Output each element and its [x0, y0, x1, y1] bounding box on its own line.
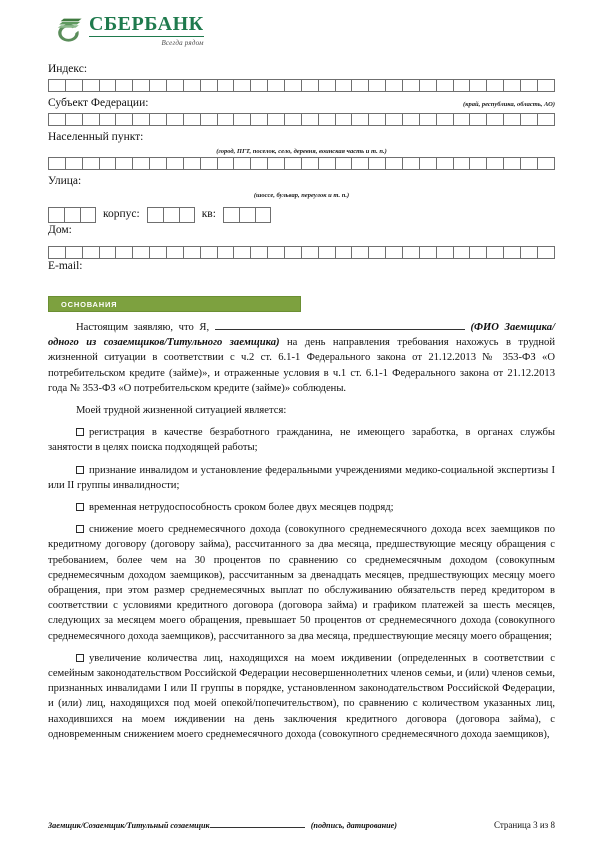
character-cell[interactable] [335, 157, 352, 170]
locality-label: Населенный пункт: [48, 131, 144, 143]
building-boxes[interactable] [147, 207, 195, 223]
street-hint: (шоссе, бульвар, переулок и т. п.) [253, 192, 350, 199]
character-cell[interactable] [48, 207, 64, 223]
condition-checkbox[interactable] [76, 428, 84, 436]
character-cell[interactable] [233, 113, 250, 126]
character-cell[interactable] [335, 79, 352, 92]
condition-text: увеличение количества лиц, находящихся на моем иждивении (определенных в соответствии с семейным законодательством Российской Федерации несовершеннолетних членов семьи, и (или) членов семьи, признанных инвалидами I или II группы в порядке, установленном законодательством Российской Федерации, и (или) лиц, находящихся под моей опекой/попечительством), по сравнению с количеством указанных лиц, находившихся на моем иждивении на день заключения кредитного договора (договора займа), с одновременным снижением моего среднемесячного дохода (совокупного среднемесячного дохода заемщиков), [48, 652, 555, 740]
character-cell[interactable] [318, 246, 335, 259]
field-subject [48, 96, 555, 126]
character-cell[interactable] [132, 113, 149, 126]
character-cell[interactable] [402, 79, 419, 92]
character-cell[interactable] [149, 113, 166, 126]
character-cell[interactable] [149, 157, 166, 170]
character-cell[interactable] [166, 79, 183, 92]
fio-note-italic: Заемщика/одного из созаемщиков/Титульного заемщика) [48, 322, 556, 349]
character-cell[interactable] [48, 79, 65, 92]
character-cell[interactable] [132, 79, 149, 92]
character-cell[interactable] [115, 157, 132, 170]
character-cell[interactable] [453, 79, 470, 92]
character-cell[interactable] [166, 246, 183, 259]
character-cell[interactable] [503, 246, 520, 259]
character-cell[interactable] [233, 79, 250, 92]
character-cell[interactable] [239, 207, 255, 223]
character-cell[interactable] [183, 157, 200, 170]
character-cell[interactable] [82, 157, 99, 170]
condition-text: снижение моего среднемесячного дохода (совокупного среднемесячного дохода всех заемщиков по кредитному договору (договору займа), рассчитанного за два месяца, предшествующие месяцу обращения с требованием, более чем на 30 процентов по сравнению со среднемесячным доходом (совокупным среднемесячным доходом заемщиков), рассчитанным за двенадцать месяцев, предшествующих месяцу моего обращения, при этом размер среднемесячных выплат по обслуживанию обязательств перед кредитором в соответствии с условиями кредитного договора (договора займа) и графиком платежей за шесть месяцев, следующих за месяцем моего обращения, превышает 50 процентов от среднемесячного дохода (совокупного среднемесячного дохода заемщиков), рассчитанного за два месяца, предшествующие месяцу моего обращения; [48, 524, 555, 642]
character-cell[interactable] [115, 113, 132, 126]
character-cell[interactable] [217, 157, 234, 170]
character-cell[interactable] [385, 246, 402, 259]
brand-name: СБЕРБАНК [89, 13, 204, 35]
declaration-rest: на день направления требования нахожусь в трудной жизненной ситуации в соответствии с ч.2 ст. 6.1-1 Федерального закона от 21.12.2013 № 353-ФЗ «О потребительском кредите (займе)», и отраженные условия в ч.1 ст. 6.1-1 Федерального закона от 21.12.2013 года № 353-ФЗ «О потребительском кредите (займе)» соблюдены. [48, 337, 555, 394]
character-cell[interactable] [183, 246, 200, 259]
character-cell[interactable] [402, 113, 419, 126]
field-street [48, 174, 555, 199]
character-cell[interactable] [419, 157, 436, 170]
character-cell[interactable] [132, 157, 149, 170]
field-house-row [48, 205, 555, 223]
character-cell[interactable] [64, 207, 80, 223]
character-cell[interactable] [166, 113, 183, 126]
character-cell[interactable] [267, 246, 284, 259]
field-index [48, 62, 555, 92]
building-label: корпус: [103, 208, 140, 220]
footer-page-number: Страница 3 из 8 [494, 820, 555, 830]
condition-item [48, 463, 555, 493]
character-cell[interactable] [147, 207, 163, 223]
character-cell[interactable] [453, 246, 470, 259]
character-cell[interactable] [301, 113, 318, 126]
index-boxes[interactable] [48, 79, 555, 92]
character-cell[interactable] [183, 113, 200, 126]
footer-signature-line[interactable] [210, 819, 305, 828]
character-cell[interactable] [267, 79, 284, 92]
email-boxes[interactable] [48, 246, 555, 259]
character-cell[interactable] [217, 79, 234, 92]
apartment-label: кв: [201, 208, 216, 220]
character-cell[interactable] [149, 246, 166, 259]
footer-signature-hint: (подпись, датирование) [310, 821, 398, 830]
character-cell[interactable] [453, 157, 470, 170]
character-cell[interactable] [255, 207, 271, 223]
section-header-osnovaniya [48, 296, 301, 312]
character-cell[interactable] [436, 79, 453, 92]
character-cell[interactable] [115, 246, 132, 259]
character-cell[interactable] [419, 246, 436, 259]
character-cell[interactable] [166, 157, 183, 170]
character-cell[interactable] [486, 157, 503, 170]
character-cell[interactable] [520, 157, 537, 170]
character-cell[interactable] [82, 246, 99, 259]
character-cell[interactable] [48, 246, 65, 259]
character-cell[interactable] [453, 113, 470, 126]
page-footer [48, 819, 555, 830]
character-cell[interactable] [223, 207, 239, 223]
character-cell[interactable] [99, 79, 116, 92]
character-cell[interactable] [351, 113, 368, 126]
character-cell[interactable] [48, 157, 65, 170]
character-cell[interactable] [503, 157, 520, 170]
condition-text: временная нетрудоспособность сроком более двух месяцев подряд; [89, 502, 394, 514]
character-cell[interactable] [301, 246, 318, 259]
condition-item [48, 500, 555, 515]
character-cell[interactable] [284, 113, 301, 126]
declaration-subheading [48, 403, 555, 418]
subject-boxes[interactable] [48, 113, 555, 126]
character-cell[interactable] [318, 79, 335, 92]
character-cell[interactable] [183, 79, 200, 92]
condition-item [48, 425, 555, 455]
locality-boxes[interactable] [48, 157, 555, 170]
character-cell[interactable] [351, 157, 368, 170]
character-cell[interactable] [469, 157, 486, 170]
character-cell[interactable] [368, 246, 385, 259]
character-cell[interactable] [318, 157, 335, 170]
character-cell[interactable] [82, 113, 99, 126]
character-cell[interactable] [80, 207, 96, 223]
footer-signer-label: Заемщик/Созаемщик/Титульный созаемщик [48, 821, 210, 830]
field-locality [48, 130, 555, 170]
character-cell[interactable] [179, 207, 195, 223]
character-cell[interactable] [301, 157, 318, 170]
character-cell[interactable] [200, 246, 217, 259]
character-cell[interactable] [503, 79, 520, 92]
character-cell[interactable] [99, 113, 116, 126]
character-cell[interactable] [520, 79, 537, 92]
email-label: E-mail: [48, 260, 83, 272]
character-cell[interactable] [301, 79, 318, 92]
character-cell[interactable] [419, 113, 436, 126]
character-cell[interactable] [469, 79, 486, 92]
locality-hint: (город, ПГТ, поселок, село, деревня, воинская часть и т. п.) [216, 148, 387, 155]
character-cell[interactable] [82, 79, 99, 92]
character-cell[interactable] [385, 157, 402, 170]
character-cell[interactable] [368, 113, 385, 126]
character-cell[interactable] [200, 79, 217, 92]
subject-label: Субъект Федерации: [48, 97, 149, 109]
character-cell[interactable] [99, 246, 116, 259]
character-cell[interactable] [250, 79, 267, 92]
condition-checkbox[interactable] [76, 525, 84, 533]
character-cell[interactable] [284, 246, 301, 259]
subject-hint: (край, республика, область, АО) [463, 101, 555, 108]
character-cell[interactable] [368, 157, 385, 170]
character-cell[interactable] [149, 79, 166, 92]
subheading-text: Моей трудной жизненной ситуацией является: [76, 405, 287, 417]
character-cell[interactable] [520, 246, 537, 259]
character-cell[interactable] [335, 113, 352, 126]
sberbank-logo-icon [54, 16, 84, 46]
character-cell[interactable] [250, 246, 267, 259]
character-cell[interactable] [65, 157, 82, 170]
condition-checkbox[interactable] [76, 654, 84, 662]
character-cell[interactable] [335, 246, 352, 259]
condition-checkbox[interactable] [76, 503, 84, 511]
character-cell[interactable] [284, 157, 301, 170]
character-cell[interactable] [537, 79, 555, 92]
apartment-boxes[interactable] [223, 207, 271, 223]
character-cell[interactable] [503, 113, 520, 126]
character-cell[interactable] [419, 79, 436, 92]
character-cell[interactable] [200, 157, 217, 170]
character-cell[interactable] [469, 113, 486, 126]
character-cell[interactable] [402, 157, 419, 170]
condition-item [48, 651, 555, 742]
character-cell[interactable] [469, 246, 486, 259]
character-cell[interactable] [132, 246, 149, 259]
character-cell[interactable] [65, 246, 82, 259]
character-cell[interactable] [537, 113, 555, 126]
character-cell[interactable] [250, 113, 267, 126]
street-label: Улица: [48, 175, 82, 187]
declaration-lead: Настоящим заявляю, что Я, [76, 322, 210, 333]
character-cell[interactable] [233, 246, 250, 259]
declaration-paragraph [48, 318, 555, 396]
house-boxes[interactable] [48, 207, 96, 223]
brand-slogan: Всегда рядом [161, 39, 204, 47]
character-cell[interactable] [537, 246, 555, 259]
condition-text: регистрация в качестве безработного гражданина, не имеющего заработка, в органах службы занятости в целях поиска подходящей работы; [48, 427, 555, 454]
character-cell[interactable] [217, 113, 234, 126]
section-title: ОСНОВАНИЯ [61, 299, 118, 309]
fio-note-tail: (ФИО [470, 322, 499, 333]
character-cell[interactable] [351, 246, 368, 259]
character-cell[interactable] [267, 157, 284, 170]
character-cell[interactable] [250, 157, 267, 170]
character-cell[interactable] [486, 246, 503, 259]
condition-item [48, 522, 555, 644]
character-cell[interactable] [402, 246, 419, 259]
character-cell[interactable] [436, 157, 453, 170]
fio-input-line[interactable] [215, 318, 465, 330]
character-cell[interactable] [99, 157, 116, 170]
character-cell[interactable] [163, 207, 179, 223]
character-cell[interactable] [318, 113, 335, 126]
character-cell[interactable] [233, 157, 250, 170]
character-cell[interactable] [267, 113, 284, 126]
condition-text: признание инвалидом и установление федеральными учреждениями медико-социальной экспертизы I или II группы инвалидности; [48, 464, 555, 491]
field-email [48, 246, 555, 274]
character-cell[interactable] [217, 246, 234, 259]
character-cell[interactable] [368, 79, 385, 92]
index-label: Индекс: [48, 63, 88, 75]
character-cell[interactable] [115, 79, 132, 92]
character-cell[interactable] [486, 113, 503, 126]
sberbank-logo [54, 14, 555, 58]
character-cell[interactable] [48, 113, 65, 126]
character-cell[interactable] [436, 246, 453, 259]
condition-checkbox[interactable] [76, 466, 84, 474]
character-cell[interactable] [65, 79, 82, 92]
character-cell[interactable] [65, 113, 82, 126]
character-cell[interactable] [520, 113, 537, 126]
character-cell[interactable] [200, 113, 217, 126]
character-cell[interactable] [351, 79, 368, 92]
character-cell[interactable] [284, 79, 301, 92]
house-label: Дом: [48, 224, 72, 236]
character-cell[interactable] [385, 113, 402, 126]
character-cell[interactable] [486, 79, 503, 92]
character-cell[interactable] [537, 157, 555, 170]
character-cell[interactable] [436, 113, 453, 126]
character-cell[interactable] [385, 79, 402, 92]
